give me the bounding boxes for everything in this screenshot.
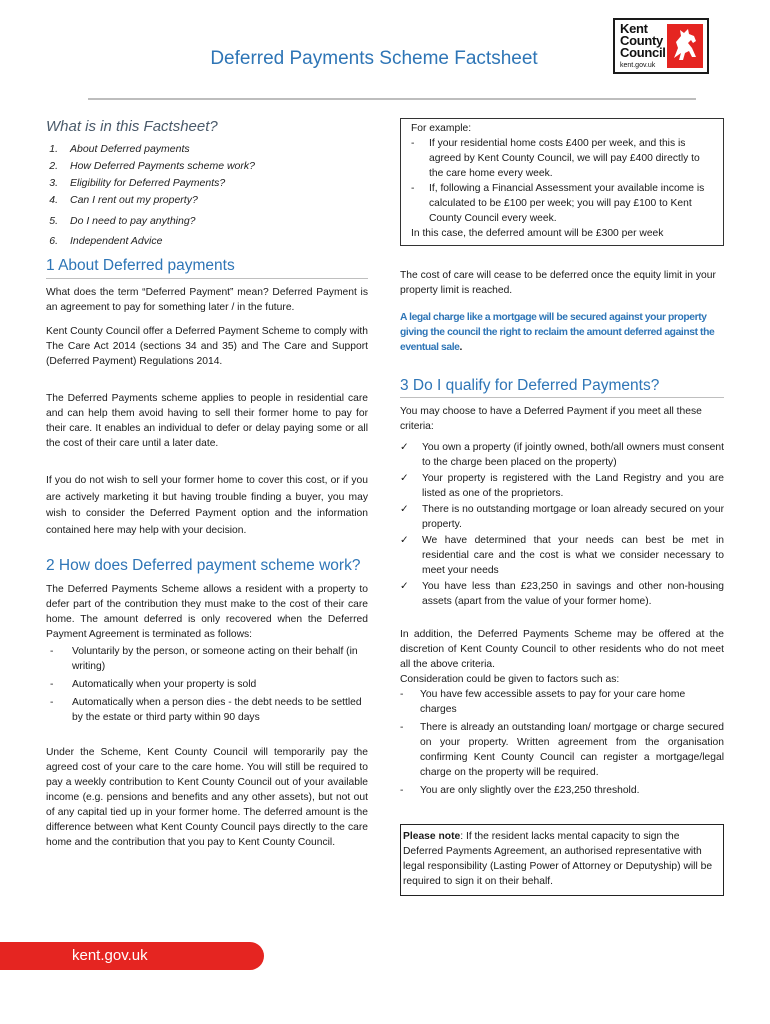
logo-line-3: Council xyxy=(620,45,666,60)
toc-label: About Deferred payments xyxy=(70,143,190,155)
section-1-paragraph: Kent County Council offer a Deferred Payment Scheme to comply with The Care Act 2014 (sections 34 and 35) and The Care and Support (Deferred Payment) Regulations 2014. xyxy=(46,326,368,367)
legal-charge-end: . xyxy=(459,342,462,353)
toc-label: Do I need to pay anything? xyxy=(70,215,196,227)
page-title: Deferred Payments Scheme Factsheet xyxy=(210,48,538,69)
section-3-intro: You may choose to have a Deferred Payment if you meet all these criteria: xyxy=(400,406,702,432)
list-item: - Automatically when your property is sold xyxy=(46,677,368,692)
list-item: - You have few accessible assets to pay for your care home charges xyxy=(400,687,724,717)
note-text: : If the resident lacks mental capacity to sign the Deferred Payments Agreement, an authorised representative with legal responsibility (Lasting Power of Attorney or Deputyship) will be required to sign it on their behalf. xyxy=(403,831,713,887)
factors-list xyxy=(400,687,724,798)
toc-num: 3. xyxy=(49,177,58,189)
please-note-box xyxy=(400,824,724,896)
section-2-paragraph: The Deferred Payments Scheme allows a resident with a property to defer part of the contribution they must make to the cost of their care home. The amount deferred is only recovered when the Deferred Payment Agreement is terminated as follows: xyxy=(46,584,368,640)
toc-item xyxy=(46,235,368,247)
toc-label: Can I rent out my property? xyxy=(70,194,198,206)
title-divider xyxy=(88,98,696,100)
example-outro: In this case, the deferred amount will be £300 per week xyxy=(411,228,664,239)
toc-item xyxy=(46,143,368,155)
section-3-consider-intro: Consideration could be given to factors such as: xyxy=(400,674,620,685)
criteria-item xyxy=(400,579,724,609)
toc-list xyxy=(46,143,368,247)
criteria-text: We have determined that your needs can best be met in residential care and the cost is what we consider necessary to meet your needs xyxy=(422,535,724,576)
toc-label: How Deferred Payments scheme work? xyxy=(70,160,255,172)
list-item-text: Automatically when your property is sold xyxy=(72,679,257,690)
criteria-item xyxy=(400,440,724,470)
equity-limit-text: The cost of care will cease to be deferred once the equity limit in your property limit is reached. xyxy=(400,270,716,296)
logo-url: kent.gov.uk xyxy=(620,62,656,69)
toc-item xyxy=(46,160,368,172)
criteria-text: Your property is registered with the Land Registry and you are listed as one of the proprietors. xyxy=(422,473,724,499)
list-item-text: There is already an outstanding loan/ mortgage or charge secured on your property. Written agreement from the organisation confirming Kent County Council can register a mortgage/legal charge on the property will be required. xyxy=(420,722,724,778)
check-icon: ✓ xyxy=(400,504,409,515)
list-item: - Automatically when a person dies - the debt needs to be settled by the estate or third party within 90 days xyxy=(46,695,368,725)
example-item: - If, following a Financial Assessment your available income is calculated to be £100 per week; you will pay £100 to Kent County Council every week. xyxy=(411,181,715,226)
section-1-paragraph: What does the term “Deferred Payment” mean? Deferred Payment is an agreement to pay for something later / in the future. xyxy=(46,287,368,313)
toc-label: Eligibility for Deferred Payments? xyxy=(70,177,226,189)
list-item: - There is already an outstanding loan/ mortgage or charge secured on your property. Written agreement from the organisation confirming Kent County Council can register a mortgage/legal charge on the property will be required. xyxy=(400,722,724,778)
example-item: - If your residential home costs £400 per week, and this is agreed by Kent County Council, we will pay £400 directly to the care home every week. xyxy=(411,136,715,181)
example-item-text: If, following a Financial Assessment your available income is calculated to be £100 per week; you will pay £100 to Kent County Council every week. xyxy=(429,183,705,224)
criteria-text: There is no outstanding mortgage or loan already secured on your property. xyxy=(422,504,724,530)
check-icon: ✓ xyxy=(400,581,409,592)
section-3-heading: 3 Do I qualify for Deferred Payments? xyxy=(400,375,724,398)
example-item-text: If your residential home costs £400 per week, and this is agreed by Kent County Council, we will pay £400 directly to the care home every week. xyxy=(429,138,700,179)
section-2-paragraph: Under the Scheme, Kent County Council will temporarily pay the agreed cost of your care to the care home. You will still be required to pay a weekly contribution to Kent County Council out of your available income (e.g. pensions and benefits and any other assets), but not out of any capital tied up in your former home. The deferred amount is the difference between what Kent County Council pays directly to the care home and the contribution that you pay to Kent County Council. xyxy=(46,747,368,848)
termination-list xyxy=(46,644,368,725)
toc-title: What is in this Factsheet? xyxy=(46,118,218,135)
toc-item xyxy=(46,194,368,206)
example-intro: For example: xyxy=(411,123,472,134)
toc-num: 1. xyxy=(49,143,58,155)
check-icon: ✓ xyxy=(400,442,409,453)
toc-num: 6. xyxy=(49,235,58,247)
criteria-list xyxy=(400,440,724,609)
toc-item xyxy=(46,177,368,189)
toc-num: 4. xyxy=(49,194,58,206)
criteria-item xyxy=(400,502,724,532)
section-1-paragraph: If you do not wish to sell your former home to cover this cost, or if you are actively marketing it but having trouble finding a buyer, you may wish to consider the Deferred Payment option and the information contained here may help with your decision. xyxy=(46,475,368,536)
section-3-addition: In addition, the Deferred Payments Scheme may be offered at the discretion of Kent County Council to other residents who do not meet all the above criteria. xyxy=(400,629,724,670)
toc-item xyxy=(46,215,368,227)
list-item: - Voluntarily by the person, or someone acting on their behalf (in writing) xyxy=(46,644,368,674)
note-label: Please note xyxy=(403,831,461,842)
check-icon: ✓ xyxy=(400,535,409,546)
list-item-text: You have few accessible assets to pay for your care home charges xyxy=(420,689,686,715)
example-box xyxy=(400,118,724,246)
footer-url-link[interactable]: kent.gov.uk xyxy=(0,942,264,970)
list-item-text: Automatically when a person dies - the debt needs to be settled by the estate or third party within 90 days xyxy=(72,697,362,723)
section-1-heading: 1 About Deferred payments xyxy=(46,255,368,279)
list-item-text: You are only slightly over the £23,250 threshold. xyxy=(420,785,640,796)
right-column xyxy=(400,118,724,896)
criteria-item xyxy=(400,533,724,578)
logo-line-2: County xyxy=(620,33,663,48)
logo-line-1: Kent xyxy=(620,21,648,36)
section-2-heading: 2 How does Deferred payment scheme work? xyxy=(46,557,361,574)
check-icon: ✓ xyxy=(400,473,409,484)
section-1-paragraph: The Deferred Payments scheme applies to people in residential care and can help them avoid having to sell their former home to pay for their care. It enables an individual to defer or delay paying some or all the cost of their care until a later date. xyxy=(46,393,368,449)
criteria-text: You have less than £23,250 in savings and other non-housing assets (apart from the value of your former home). xyxy=(422,581,724,607)
toc-num: 5. xyxy=(49,215,58,227)
toc-num: 2. xyxy=(49,160,58,172)
left-column xyxy=(46,118,368,859)
list-item-text: Voluntarily by the person, or someone acting on their behalf (in writing) xyxy=(72,646,358,672)
criteria-item xyxy=(400,471,724,501)
white-horse-icon xyxy=(667,24,703,68)
logo-wordmark xyxy=(620,23,666,59)
legal-charge-text xyxy=(400,310,724,355)
kcc-logo xyxy=(613,18,709,74)
list-item: - You are only slightly over the £23,250 threshold. xyxy=(400,783,724,798)
legal-charge-emphasis: A legal charge like a mortgage will be secured against your property giving the council the right to reclaim the amount deferred against the eventual sale xyxy=(400,312,715,353)
criteria-text: You own a property (if jointly owned, both/all owners must consent to the charge been placed on the property) xyxy=(422,442,724,468)
toc-label: Independent Advice xyxy=(70,235,163,247)
